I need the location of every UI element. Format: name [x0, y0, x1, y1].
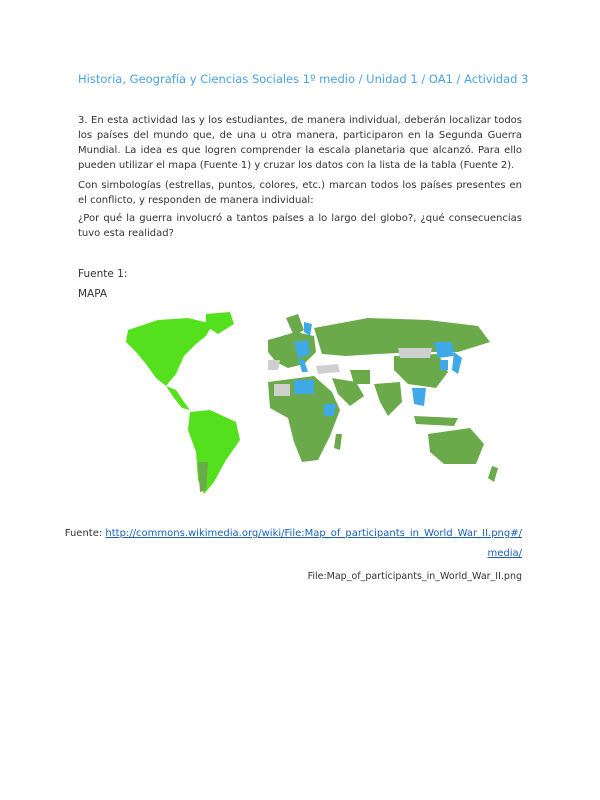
map-libya [294, 380, 314, 394]
map-china [394, 354, 448, 388]
map-madagascar [334, 434, 342, 450]
world-war-ii-participants-map [118, 312, 504, 498]
map-south-america [188, 410, 240, 494]
source-prefix: Fuente: [64, 528, 106, 539]
map-turkey [316, 364, 340, 374]
map-label: MAPA [78, 288, 108, 300]
symbology-instructions: Con simbologías (estrellas, puntos, colores, etc.) marcan todos los países presentes en el conflicto, y responden de manera individual: [78, 180, 522, 206]
discussion-question: ¿Por qué la guerra involucró a tantos países a lo largo del globo?, ¿qué consecuencias tuvo esta realidad? [78, 213, 522, 239]
source-link[interactable]: http://commons.wikimedia.org/wiki/File:Map_of_participants_in_World_War_II.png#/ [105, 528, 522, 539]
map-mongolia [398, 348, 432, 358]
map-scandinavia [286, 314, 304, 336]
source-line [65, 528, 522, 539]
source-line-continued [487, 548, 522, 559]
map-new-zealand [488, 466, 498, 482]
map-ethiopia [324, 404, 336, 416]
source-filename: File:Map_of_participants_in_World_War_II.png [307, 571, 522, 582]
map-australia [428, 428, 484, 464]
source-link-continued[interactable]: media/ [487, 548, 522, 559]
map-finland [304, 322, 312, 336]
map-greenland [206, 312, 234, 334]
page-header: Historia, Geografía y Ciencias Sociales 1º medio / Unidad 1 / OA1 / Actividad 3 [78, 72, 529, 86]
map-sahara-neutral [274, 384, 290, 396]
map-india [374, 382, 402, 416]
map-indochina [412, 388, 426, 406]
source-1-label: Fuente 1: [78, 268, 128, 280]
activity-instructions: 3. En esta actividad las y los estudiantes, de manera individual, deberán localizar todos los países del mundo que, de una u otra manera, participaron en la Segunda Guerra Mundial. La idea es que logren comprender la escala planetaria que alcanzó. Para ello pueden utilizar el mapa (Fuente 1) y cruzar los datos con la lista de la tabla (Fuente 2). [78, 115, 522, 171]
map-indonesia [414, 416, 458, 426]
map-north-america [126, 318, 213, 386]
map-central-america [166, 386, 190, 410]
map-korea [440, 360, 448, 370]
map-spain [268, 360, 280, 370]
